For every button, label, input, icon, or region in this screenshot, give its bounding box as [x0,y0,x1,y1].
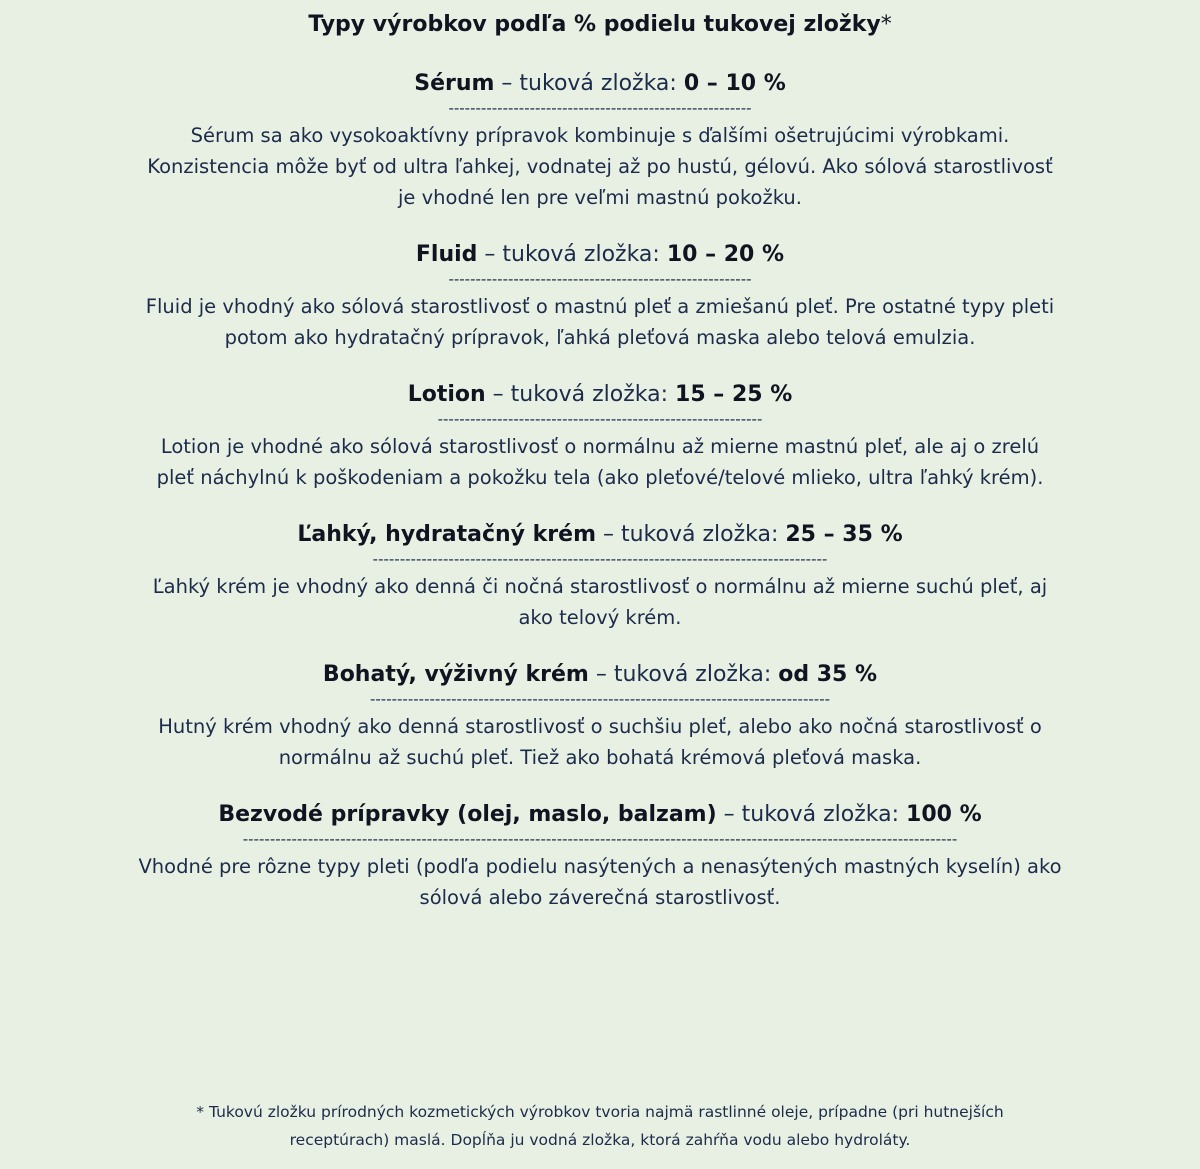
description-line: Fluid je vhodný ako sólová starostlivosť o mastnú pleť a zmiešanú pleť. Pre ostatné typy pleti [145,295,1055,318]
description-line: sólová alebo záverečná starostlivosť. [419,886,781,909]
description-line: Hutný krém vhodný ako denná starostlivosť o suchšiu pleť, alebo ako nočná starostlivosť o [158,715,1042,738]
section-description [0,431,1200,493]
description-line: normálnu až suchú pleť. Tiež ako bohatá krémová pleťová maska. [278,746,922,769]
description-line: pleť náchylnú k poškodeniam a pokožku tela (ako pleťové/telové mlieko, ultra ľahký krém). [156,466,1044,489]
dashed-divider: -------------------------------------------------------- [448,271,752,287]
product-name: Bezvodé prípravky (olej, maslo, balzam) [218,802,717,827]
title-asterisk: * [880,12,892,37]
fat-range: od 35 % [778,662,878,687]
product-name: Bohatý, výživný krém [322,662,589,687]
description-line: je vhodné len pre veľmi mastnú pokožku. [398,186,802,209]
description-line: Lotion je vhodné ako sólová starostlivosť o normálnu až mierne mastnú pleť, ale aj o zrelú [160,435,1040,458]
section-serum [0,68,1200,213]
dashed-divider: ------------------------------------------------------------ [437,411,763,427]
dashed-divider: -------------------------------------------------------- [448,100,752,116]
fat-range: 25 – 35 % [785,522,903,547]
dashed-divider: ------------------------------------------------------------------------------------------------------------------------------------ [242,831,958,847]
fat-range: 15 – 25 % [675,382,793,407]
description-line: potom ako hydratačný prípravok, ľahká pleťová maska alebo telová emulzia. [224,326,976,349]
section-description [0,851,1200,913]
product-name: Ľahký, hydratačný krém [297,522,596,547]
fat-range: 100 % [906,802,982,827]
section-heading [0,519,1200,551]
title-text: Typy výrobkov podľa % podielu tukovej zložky [308,12,881,37]
product-name: Sérum [414,71,495,96]
fat-label: – tuková zložka: [485,382,676,407]
section-heading [0,799,1200,831]
dashed-divider: ------------------------------------------------------------------------------------ [372,551,828,567]
description-line: Konzistencia môže byť od ultra ľahkej, vodnatej až po hustú, gélovú. Ako sólová starostlivosť [147,155,1053,178]
footnote [0,1098,1200,1154]
section-rich-cream [0,659,1200,773]
section-fluid [0,239,1200,353]
fat-label: – tuková zložka: [494,71,684,96]
product-name: Fluid [415,242,478,267]
section-heading [0,68,1200,100]
description-line: Ľahký krém je vhodný ako denná či nočná starostlivosť o normálnu až mierne suchú pleť, aj [152,575,1048,598]
section-lotion [0,379,1200,493]
section-heading [0,659,1200,691]
section-description [0,571,1200,633]
section-light-cream [0,519,1200,633]
product-name: Lotion [407,382,486,407]
section-description [0,711,1200,773]
fat-label: – tuková zložka: [716,802,907,827]
description-line: ako telový krém. [518,606,682,629]
fat-label: – tuková zložka: [596,522,786,547]
footnote-line: receptúrach) maslá. Dopĺňa ju vodná zložka, ktorá zahŕňa vodu alebo hydroláty. [289,1131,911,1149]
description-line: Sérum sa ako vysokoaktívny prípravok kombinuje s ďalšími ošetrujúcimi výrobkami. [190,124,1010,147]
footnote-line: * Tukovú zložku prírodných kozmetických výrobkov tvoria najmä rastlinné oleje, prípadne (pri hutnejších [196,1103,1004,1121]
dashed-divider: ------------------------------------------------------------------------------------- [369,691,831,707]
fat-label: – tuková zložka: [477,242,667,267]
page-title [0,8,1200,42]
section-anhydrous [0,799,1200,913]
section-description [0,120,1200,213]
section-heading [0,239,1200,271]
section-description [0,291,1200,353]
section-heading [0,379,1200,411]
description-line: Vhodné pre rôzne typy pleti (podľa podielu nasýtených a nenasýtených mastných kyselín) ako [138,855,1062,878]
fat-range: 10 – 20 % [666,242,785,267]
fat-label: – tuková zložka: [588,662,779,687]
fat-range: 0 – 10 % [683,71,786,96]
